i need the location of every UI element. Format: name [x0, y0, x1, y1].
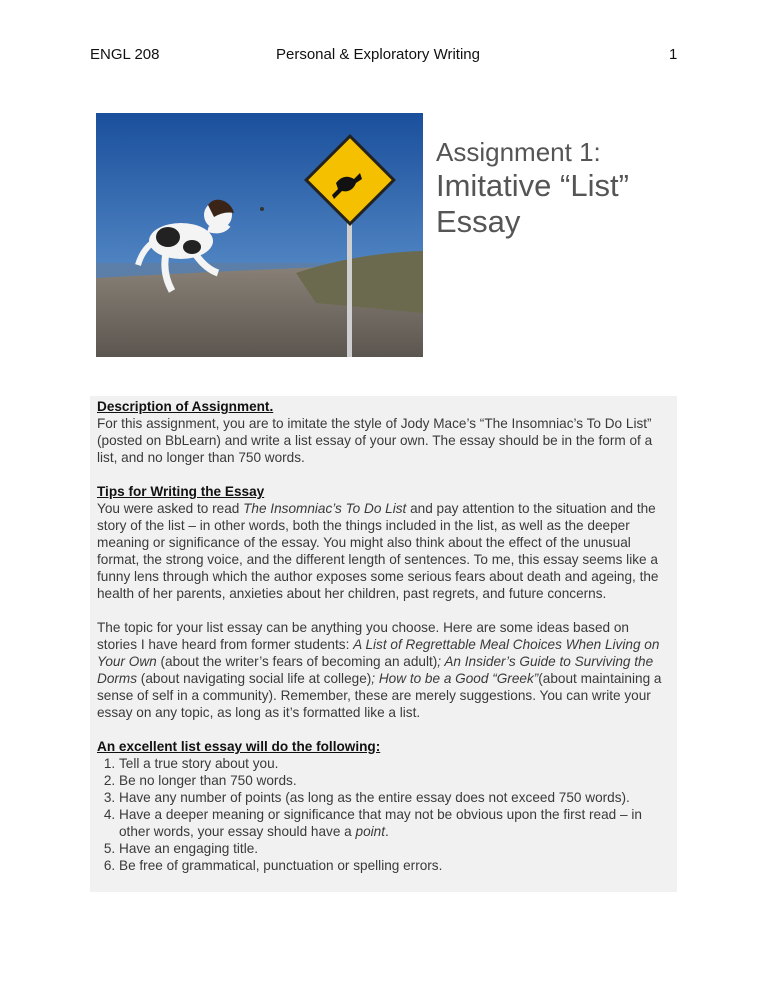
page-number: 1 [669, 46, 678, 63]
assignment-title [436, 136, 696, 240]
criteria-list [97, 755, 670, 874]
description-heading: Description of Assignment. [97, 399, 274, 414]
header-course: ENGL 208 [90, 46, 160, 63]
criteria-item: 3. Have any number of points (as long as the entire essay does not exceed 750 words). [119, 789, 670, 806]
criteria-item: 2. Be no longer than 750 words. [119, 772, 670, 789]
criteria-item: 6. Be free of grammatical, punctuation or spelling errors. [119, 857, 670, 874]
description-body: For this assignment, you are to imitate the style of Jody Mace’s “The Insomniac’s To Do List” (posted on BbLearn) and write a list essay of your own. The essay should be in the form of a list, and no longer than 750 words. [97, 416, 653, 465]
title-line-1: Assignment 1: [436, 137, 601, 167]
assignment-panel [90, 396, 677, 892]
criteria-heading: An excellent list essay will do the following: [97, 739, 381, 754]
tips-paragraph-1: You were asked to read The Insomniac’s To Do List and pay attention to the situation and the story of the list – in other words, both the things included in the list, as well as the deeper meaning or significance of the essay. You might also think about the effect of the unusual format, the strong voice, and the different length of sentences. To me, this essay seems like a funny lens through which the author exposes some serious fears about death and ageing, the health of her parents, anxieties about her children, past regrets, and future concerns. [97, 501, 659, 601]
dog-jumping-photo [96, 113, 423, 357]
tips-paragraph-2: The topic for your list essay can be anything you choose. Here are some ideas based on stories I have heard from former students: A List of Regrettable Meal Choices When Living on Your Own (about the writer’s fears of becoming an adult); An Insider’s Guide to Surviving the Dorms (about navigating social life at college); How to be a Good “Greek”(about maintaining a sense of self in a community). Remember, these are merely suggestions. You can write your essay on any topic, as long as it’s formatted like a list. [97, 620, 662, 720]
criteria-item: 4. Have a deeper meaning or significance that may not be obvious upon the first read – in other words, your essay should have a point. [119, 806, 670, 840]
header-title: Personal & Exploratory Writing [276, 46, 480, 63]
criteria-item: 1. Tell a true story about you. [119, 755, 670, 772]
title-line-3: Essay [436, 204, 521, 239]
tips-heading: Tips for Writing the Essay [97, 484, 265, 499]
title-line-2: Imitative “List” [436, 168, 629, 203]
criteria-item: 5. Have an engaging title. [119, 840, 670, 857]
